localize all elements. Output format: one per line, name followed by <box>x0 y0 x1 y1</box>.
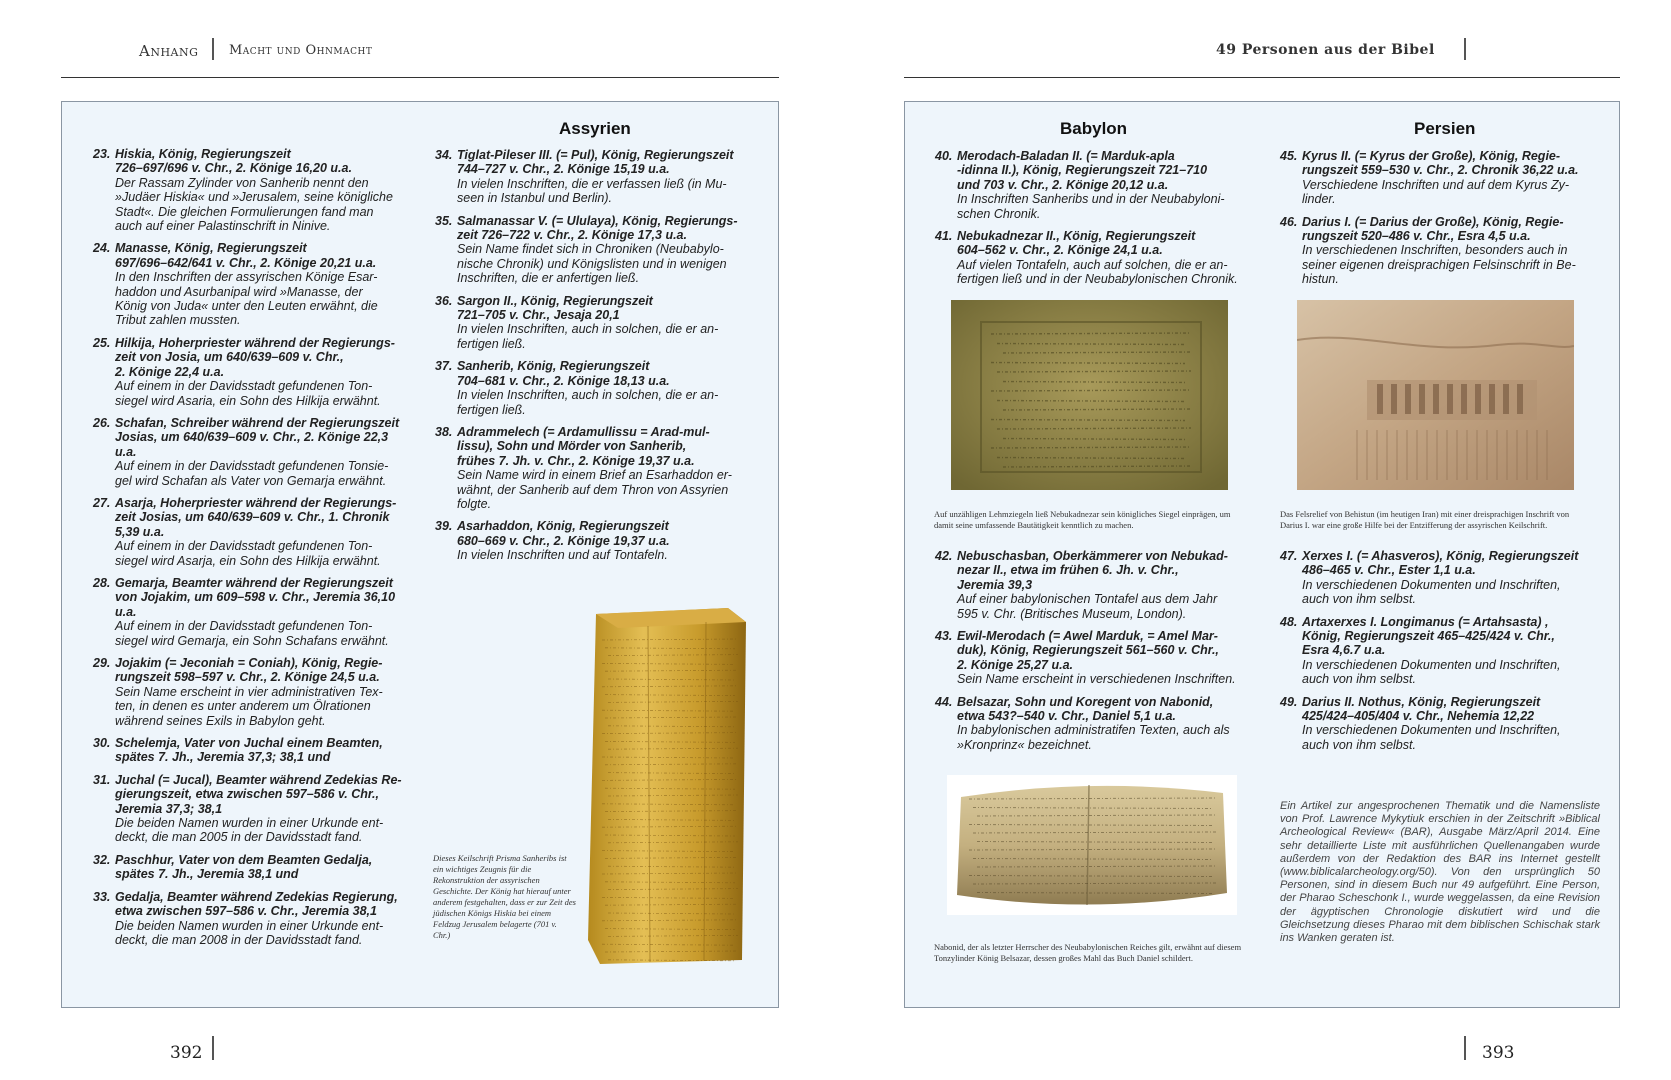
entry-number: 49. <box>1280 694 1298 709</box>
entry-title: Belsazar, Sohn und Koregent von Nabonid, etwa 543?–540 v. Chr., Daniel 5,1 u.a. <box>957 694 1214 724</box>
left-page <box>0 0 835 1080</box>
entry-item <box>1280 149 1610 207</box>
entry-title: Schafan, Schreiber während der Regierungszeit Josias, um 640/639–609 v. Chr., 2. Könige 22,3 u.a. <box>115 415 400 459</box>
assyria-box <box>61 101 779 1008</box>
entry-item <box>93 656 473 728</box>
entry-title: Darius I. (= Darius der Große), König, Regie- rungszeit 520–486 v. Chr., Esra 4,5 u.a. <box>1302 214 1564 244</box>
entry-title: Schelemja, Vater von Juchal einem Beamten, spätes 7. Jh., Jeremia 37,3; 38,1 und <box>115 736 383 765</box>
prism-caption: Dieses Keilschrift Prisma Sanheribs ist ein wichtiges Zeugnis für die Rekonstruktion der assyrischen Geschichte. Der König hat hierauf unter anderem festgehalten, dass er zur Zeit des jüdischen Königs Hiskia bei einem Feldzug Jerusalem belagerte (701 v. Chr.) <box>433 853 576 940</box>
entry-description: Auf einem in der Davidsstadt gefundenen Ton- siegel wird Gemarja, ein Sohn Schafans erwähnt. <box>115 619 389 648</box>
entry-item <box>435 148 765 206</box>
entry-item <box>93 773 473 845</box>
page-number-bar-right <box>1464 1036 1466 1060</box>
entry-title: Asarhaddon, König, Regierungszeit 680–669 v. Chr., 2. Könige 19,37 u.a. <box>457 519 670 548</box>
right-page <box>836 0 1671 1080</box>
entry-item <box>93 496 473 568</box>
entry-number: 27. <box>93 495 111 510</box>
running-head-section: Anhang <box>139 42 199 60</box>
entry-title: Gedalja, Beamter während Zedekias Regierung, etwa zwischen 597–586 v. Chr., Jeremia 38,1 <box>115 889 398 919</box>
entry-title: Gemarja, Beamter während der Regierungszeit von Jojakim, um 609–598 v. Chr., Jeremia 36,10 u.a. <box>115 575 396 619</box>
entry-title: Darius II. Nothus, König, Regierungszeit 425/424–405/404 v. Chr., Nehemia 12,22 <box>1302 694 1541 724</box>
header-rule-right <box>904 77 1620 78</box>
entry-number: 32. <box>93 852 111 867</box>
entry-description: Auf einem in der Davidsstadt gefundenen Ton- siegel wird Asarja, ein Sohn des Hilkija erwähnt. <box>115 539 381 568</box>
entry-item <box>435 294 765 352</box>
entry-number: 46. <box>1280 214 1298 229</box>
prism-illustration <box>578 600 754 970</box>
entry-description: In vielen Inschriften, auch in solchen, die er an- fertigen ließ. <box>457 322 719 351</box>
entry-number: 41. <box>935 229 953 244</box>
entry-title: Adrammelech (= Ardamullissu = Arad-mul- lissu), Sohn und Mörder von Sanherib, frühes 7. Jh. v. Chr., 2. Könige 19,37 u.a. <box>457 424 710 468</box>
behistun-relief-image <box>1297 300 1574 490</box>
entry-title: Jojakim (= Jeconiah = Coniah), König, Regie- rungszeit 598–597 v. Chr., 2. Könige 24,5 u.a. <box>115 656 383 685</box>
babylon-column-bottom <box>935 549 1265 760</box>
entry-number: 31. <box>93 772 111 787</box>
entry-title: Artaxerxes I. Longimanus (= Artahsasta) , König, Regierungszeit 465–425/424 v. Chr., Esra 4,6.7 u.a. <box>1302 614 1555 658</box>
entry-item <box>935 229 1265 287</box>
cylinder-caption: Nabonid, der als letzter Herrscher des Neubabylonischen Reiches gilt, erwähnt auf diesem Tonzylinder König Belsazar, dessen großes Mahl das Buch Daniel schildert. <box>934 942 1242 963</box>
entry-title: Kyrus II. (= Kyrus der Große), König, Regie- rungszeit 559–530 v. Chr., 2. Chronik 36,22 u.a. <box>1302 149 1579 178</box>
entry-item <box>935 629 1265 687</box>
running-head-chapter: Macht und Ohnmacht <box>229 43 373 58</box>
entry-item <box>93 736 473 765</box>
entry-description: Der Rassam Zylinder von Sanherib nennt den »Judäer Hiskia« und »Jerusalem, seine königliche Stadt«. Die gleichen Formulierungen fand man auch auf einer Palastinschrift in Ninive. <box>115 175 393 234</box>
entry-number: 48. <box>1280 614 1298 629</box>
assyria-column-2 <box>435 148 765 571</box>
entry-description: Verschiedene Inschriften und auf dem Kyrus Zy- linder. <box>1302 177 1570 207</box>
brick-illustration <box>951 300 1228 490</box>
entry-number: 34. <box>435 148 453 162</box>
entry-number: 35. <box>435 213 453 228</box>
entry-description: Die beiden Namen wurden in einer Urkunde ent- deckt, die man 2005 in der Davidsstadt fand. <box>115 816 384 845</box>
entry-title: Xerxes I. (= Ahasveros), König, Regierungszeit 486–465 v. Chr., Ester 1,1 u.a. <box>1302 549 1579 578</box>
entry-description: In vielen Inschriften, die er verfassen ließ (in Mu- seen in Istanbul und Berlin). <box>457 176 727 206</box>
entry-title: Asarja, Hoherpriester während der Regierungs- zeit Josias, um 640/639–609 v. Chr., 1. Chronik 5,39 u.a. <box>115 495 397 539</box>
entry-number: 42. <box>935 549 953 563</box>
entry-description: In den Inschriften der assyrischen Könige Esar- haddon und Asurbanipal wird »Manasse, der König von Juda« unter den Leuten erwähnt, die Tribut zahlen mussten. <box>115 270 378 328</box>
entry-title: Nebukadnezar II., König, Regierungszeit 604–562 v. Chr., 2. Könige 24,1 u.a. <box>957 229 1196 258</box>
entry-item <box>93 336 473 408</box>
persien-column-top <box>1280 149 1610 295</box>
entry-item <box>1280 549 1610 607</box>
entry-item <box>935 549 1265 621</box>
entry-number: 38. <box>435 424 453 439</box>
entry-number: 24. <box>93 241 111 256</box>
entry-item <box>1280 695 1610 753</box>
entry-title: Hiskia, König, Regierungszeit 726–697/696 v. Chr., 2. Könige 16,20 u.a. <box>115 147 352 176</box>
entry-description: Die beiden Namen wurden in einer Urkunde ent- deckt, die man 2008 in der Davidsstadt fand. <box>115 918 384 947</box>
entry-description: Auf vielen Tontafeln, auch auf solchen, die er an- fertigen ließ und in der Neubabylonischen Chronik. <box>957 257 1238 287</box>
babylon-persia-box <box>904 101 1620 1008</box>
entry-description: In babylonischen administratifen Texten, auch als »Kronprinz« bezeichnet. <box>957 723 1230 752</box>
entry-number: 28. <box>93 575 111 590</box>
entry-item <box>435 425 765 511</box>
entry-number: 25. <box>93 335 111 350</box>
cylinder-illustration <box>947 775 1237 915</box>
page-number-right: 393 <box>1482 1043 1515 1063</box>
entry-item <box>93 241 473 327</box>
entry-description: In verschiedenen Dokumenten und Inschriften, auch von ihm selbst. <box>1302 723 1561 752</box>
entry-item <box>1280 215 1610 287</box>
entry-number: 37. <box>435 359 453 374</box>
entry-description: Sein Name erscheint in vier administrativen Tex- ten, in denen es unter anderem um Ölrationen während seines Exils in Babylon geht. <box>115 684 383 728</box>
entry-title: Sanherib, König, Regierungszeit 704–681 v. Chr., 2. Könige 18,13 u.a. <box>457 359 670 388</box>
entry-number: 26. <box>93 415 111 430</box>
behistun-caption: Das Felsrelief von Behistun (im heutigen Iran) mit einer dreisprachigen Inschrift von Darius I. war eine große Hilfe bei der Entzifferung der assyrischen Keilschrift. <box>1280 509 1570 530</box>
entry-number: 33. <box>93 889 111 904</box>
entry-title: Salmanassar V. (= Ululaya), König, Regierungs- zeit 726–722 v. Chr., 2. Könige 17,3 u.a. <box>457 213 738 243</box>
entry-number: 39. <box>435 519 453 534</box>
heading-assyrien: Assyrien <box>559 119 631 138</box>
entry-item <box>435 214 765 286</box>
running-head-title: 49 Personen aus der Bibel <box>1216 42 1435 58</box>
source-note: Ein Artikel zur angesprochenen Thematik und die Namensliste von Prof. Lawrence Mykytiuk erschien in der Zeitschrift »Biblical Archeological Review« (BAR), Ausgabe März/April 2014. Eine sehr detaillierte Liste mit ausführlichen Quellenangaben wurde außerdem von der Redaktion des BAR ins Internet gestellt (www.biblicalarcheology.org/50). Von den ursprünglich 50 Personen, sind in diesem Buch nur 49 aufgeführt. Eine Person, der Pharao Scheschonk I., wurde weggelassen, da eine Revision der ägyptischen Chronologie diskutiert wird und die Gleichsetzung dieses Pharao mit dem biblischen Schischak stark ins Wanken geraten ist. <box>1280 800 1600 945</box>
entry-description: In verschiedenen Dokumenten und Inschriften, auch von ihm selbst. <box>1302 657 1561 687</box>
entry-item <box>93 416 473 488</box>
entry-title: Hilkija, Hoherpriester während der Regierungs- zeit von Josia, um 640/639–609 v. Chr., 2. Könige 22,4 u.a. <box>115 335 395 379</box>
entry-description: Sein Name wird in einem Brief an Esarhaddon er- wähnt, der Sanherib auf dem Thron von Assyrien folgte. <box>457 468 732 511</box>
heading-babylon: Babylon <box>1060 119 1128 138</box>
page-number-bar-left <box>212 1036 214 1060</box>
entry-description: Auf einer babylonischen Tontafel aus dem Jahr 595 v. Chr. (Britisches Museum, London). <box>957 592 1218 621</box>
entry-item <box>935 149 1265 221</box>
entry-number: 23. <box>93 147 111 161</box>
heading-persien: Persien <box>1414 119 1476 138</box>
entry-description: Auf einem in der Davidsstadt gefundenen Tonsie- gel wird Schafan als Vater von Gemarja erwähnt. <box>115 459 389 488</box>
entry-description: In vielen Inschriften und auf Tontafeln. <box>457 548 668 563</box>
entry-number: 36. <box>435 293 453 308</box>
entry-description: In verschiedenen Inschriften, besonders auch in seiner eigenen dreisprachigen Felsinschrift in Be- histun. <box>1302 243 1576 287</box>
brick-caption: Auf unzähligen Lehmziegeln ließ Nebukadnezar sein königliches Siegel einprägen, um damit seine umfassende Bautätigkeit kenntlich zu machen. <box>934 509 1231 530</box>
entry-item <box>93 853 473 882</box>
entry-description: Sein Name findet sich in Chroniken (Neubabylo- nische Chronik) und Königslisten und in wenigen Inschriften, die er anfertigen ließ. <box>457 242 727 286</box>
entry-description: In Inschriften Sanheribs und in der Neubabyloni- schen Chronik. <box>957 192 1225 221</box>
entry-title: Paschhur, Vater von dem Beamten Gedalja, spätes 7. Jh., Jeremia 38,1 und <box>115 852 373 882</box>
entry-number: 40. <box>935 149 953 163</box>
entry-description: Auf einem in der Davidsstadt gefundenen Ton- siegel wird Asaria, ein Sohn des Hilkija erwähnt. <box>115 379 381 408</box>
entry-title: Manasse, König, Regierungszeit 697/696–642/641 v. Chr., 2. Könige 20,21 u.a. <box>115 241 377 270</box>
entry-number: 29. <box>93 656 111 670</box>
entry-title: Juchal (= Jucal), Beamter während Zedekias Re- gierungszeit, etwa zwischen 597–586 v. Chr., Jeremia 37,3; 38,1 <box>115 772 402 816</box>
entry-number: 30. <box>93 736 111 751</box>
entry-item <box>93 576 473 648</box>
entry-item <box>93 147 473 233</box>
entry-description: Sein Name erscheint in verschiedenen Inschriften. <box>957 672 1236 687</box>
entry-item <box>93 890 473 948</box>
entry-title: Merodach-Baladan II. (= Marduk-apla -idinna II.), König, Regierungszeit 721–710 und 703 v. Chr., 2. Könige 20,12 u.a. <box>957 149 1208 192</box>
header-divider-right <box>1464 38 1466 60</box>
page-number-left: 392 <box>170 1043 203 1063</box>
entry-item <box>435 519 765 562</box>
entry-number: 44. <box>935 694 953 709</box>
entry-title: Ewil-Merodach (= Awel Marduk, = Amel Mar- duk), König, Regierungszeit 561–560 v. Chr., 2. Könige 25,27 u.a. <box>957 629 1219 672</box>
nebuchadnezzar-brick-image <box>951 300 1228 490</box>
entry-item <box>1280 615 1610 687</box>
entry-number: 43. <box>935 629 953 644</box>
entry-number: 47. <box>1280 549 1298 563</box>
sennacherib-prism-image <box>578 600 754 970</box>
entry-description: In vielen Inschriften, auch in solchen, die er an- fertigen ließ. <box>457 388 719 417</box>
persien-column-bottom <box>1280 549 1610 760</box>
entry-title: Nebuschasban, Oberkämmerer von Nebukad- nezar II., etwa im frühen 6. Jh. v. Chr., Jeremia 39,3 <box>957 549 1228 592</box>
entry-item <box>935 695 1265 753</box>
header-divider <box>212 38 214 60</box>
entry-title: Tiglat-Pileser III. (= Pul), König, Regierungszeit 744–727 v. Chr., 2. Könige 15,19 u.a. <box>457 148 734 177</box>
header-rule <box>61 77 779 78</box>
behistun-illustration <box>1297 300 1574 490</box>
babylon-column-top <box>935 149 1265 295</box>
assyria-column-1 <box>93 147 473 955</box>
entry-description: In verschiedenen Dokumenten und Inschriften, auch von ihm selbst. <box>1302 577 1561 607</box>
entry-number: 45. <box>1280 149 1298 163</box>
entry-item <box>435 359 765 417</box>
entry-title: Sargon II., König, Regierungszeit 721–705 v. Chr., Jesaja 20,1 <box>457 293 653 323</box>
nabonidus-cylinder-image <box>947 775 1237 915</box>
